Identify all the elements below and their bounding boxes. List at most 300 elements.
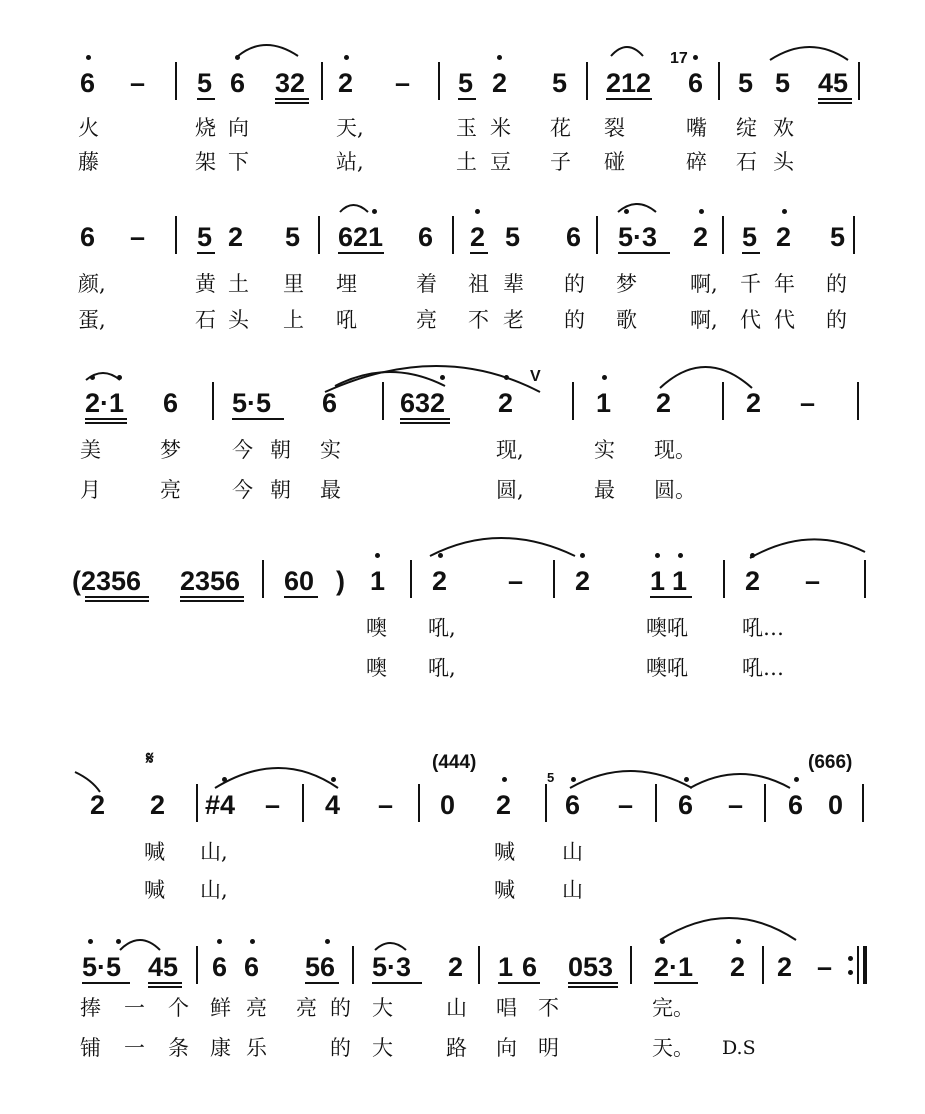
octave-dot xyxy=(375,553,380,558)
lyric: 圆, xyxy=(496,478,524,502)
lyric: 碰 xyxy=(604,150,625,174)
slur xyxy=(215,768,338,788)
underline xyxy=(458,98,476,100)
note: 2356 xyxy=(180,566,241,596)
lyric: 碎 xyxy=(686,150,707,174)
lyric: 埋 xyxy=(336,272,357,296)
note: 2 xyxy=(575,566,591,596)
note: 5 xyxy=(830,222,846,252)
note: 6 xyxy=(230,68,246,98)
note: 5 xyxy=(458,68,474,98)
lyric: 下 xyxy=(228,150,249,174)
lyric: 米 xyxy=(490,116,511,140)
note: 5 xyxy=(738,68,754,98)
note: 2 xyxy=(470,222,486,252)
note: 5 xyxy=(552,68,568,98)
lyric: 蛋, xyxy=(78,308,106,332)
note: 2 xyxy=(90,790,106,820)
lyric: 大 xyxy=(372,996,393,1020)
lyric: 实 xyxy=(594,438,615,462)
underline xyxy=(568,982,618,984)
barline xyxy=(452,216,454,254)
underline xyxy=(470,252,488,254)
lyric: 吼, xyxy=(428,656,456,680)
lyric: 路 xyxy=(446,1036,467,1060)
lyric: 喊 xyxy=(494,840,515,864)
underline xyxy=(85,596,149,598)
underline xyxy=(85,600,149,602)
octave-dot xyxy=(736,939,741,944)
barline xyxy=(864,560,866,598)
grace-note: 17 xyxy=(670,50,688,67)
note: 6 xyxy=(566,222,582,252)
slur xyxy=(690,774,790,788)
underline xyxy=(284,596,318,598)
barline xyxy=(438,62,440,100)
lyric: 土 xyxy=(228,272,249,296)
lyric: 最 xyxy=(320,478,341,502)
lyric: 绽 xyxy=(736,116,757,140)
note: ) xyxy=(336,566,345,596)
note: 6 xyxy=(80,222,96,252)
underline xyxy=(232,418,284,420)
note: 5·5 xyxy=(232,388,272,418)
lyric: 铺 xyxy=(80,1036,101,1060)
lyric: 山 xyxy=(562,878,583,902)
lyric: 的 xyxy=(564,308,585,332)
lyric: 亮 xyxy=(416,308,437,332)
lyric: 老 xyxy=(503,308,524,332)
octave-dot xyxy=(660,939,665,944)
note: 2·1 xyxy=(85,388,125,418)
underline xyxy=(568,986,618,988)
note: 45 xyxy=(148,952,179,982)
note: 2 xyxy=(228,222,244,252)
underline xyxy=(618,252,670,254)
lyric: 吼, xyxy=(428,616,456,640)
underline xyxy=(197,252,215,254)
repeat-dot xyxy=(848,970,853,975)
lyric: 头 xyxy=(773,150,794,174)
octave-dot xyxy=(325,939,330,944)
octave-dot xyxy=(90,375,95,380)
note: – xyxy=(800,388,816,418)
barline xyxy=(862,784,864,822)
note: 45 xyxy=(818,68,849,98)
note: 5·5 xyxy=(82,952,122,982)
underline xyxy=(338,252,384,254)
lyric: 大 xyxy=(372,1036,393,1060)
lyric: 月 xyxy=(80,478,101,502)
lyric: 着 xyxy=(416,272,437,296)
note: 2 xyxy=(776,222,792,252)
slur xyxy=(340,205,368,212)
lyric: 山 xyxy=(446,996,467,1020)
lyric: 康 xyxy=(210,1036,231,1060)
lyric: 辈 xyxy=(503,272,524,296)
lyric: 条 xyxy=(168,1036,189,1060)
note: 6 xyxy=(688,68,704,98)
note: 1 xyxy=(596,388,612,418)
note: (2356 xyxy=(72,566,142,596)
lyric: 的 xyxy=(826,308,847,332)
lyric: 祖 xyxy=(468,272,489,296)
repeat-dot xyxy=(848,956,853,961)
lyric: 嘴 xyxy=(686,116,707,140)
lyric: 喊 xyxy=(494,878,515,902)
octave-dot xyxy=(222,777,227,782)
barline xyxy=(382,382,384,420)
lyric: 土 xyxy=(456,150,477,174)
slur xyxy=(611,47,643,56)
octave-dot xyxy=(504,375,509,380)
lyric: 头 xyxy=(228,308,249,332)
underline xyxy=(148,986,182,988)
lyric: 不 xyxy=(538,996,559,1020)
lyric: 啊, xyxy=(690,272,718,296)
barline xyxy=(723,560,725,598)
slur xyxy=(770,47,848,60)
octave-dot xyxy=(116,939,121,944)
underline xyxy=(85,422,127,424)
octave-dot xyxy=(699,209,704,214)
grace-note: 5 xyxy=(547,770,555,785)
octave-dot xyxy=(344,55,349,60)
note: 5·3 xyxy=(372,952,412,982)
octave-dot xyxy=(655,553,660,558)
lyric: 一 xyxy=(124,1036,145,1060)
slur xyxy=(120,940,160,950)
lyric: 子 xyxy=(550,150,571,174)
note: – xyxy=(805,566,821,596)
underline xyxy=(818,102,852,104)
barline xyxy=(572,382,574,420)
underline xyxy=(400,422,450,424)
lyric: 圆。 xyxy=(654,478,696,502)
underline xyxy=(305,982,339,984)
underline xyxy=(742,252,760,254)
octave-dot xyxy=(440,375,445,380)
note: – xyxy=(728,790,744,820)
lyric: 向 xyxy=(228,116,249,140)
slur xyxy=(75,772,100,792)
lyric: 的 xyxy=(330,996,351,1020)
note: 6 xyxy=(788,790,804,820)
lyric: 吼 xyxy=(336,308,357,332)
lyric: 梦 xyxy=(616,272,637,296)
lyric: 上 xyxy=(283,308,304,332)
lyric: 现, xyxy=(496,438,524,462)
note: 32 xyxy=(275,68,306,98)
barline xyxy=(655,784,657,822)
lyric: 朝 xyxy=(270,438,291,462)
lyric: 的 xyxy=(330,1036,351,1060)
octave-dot xyxy=(693,55,698,60)
note: 5 xyxy=(775,68,791,98)
note: 2 xyxy=(777,952,793,982)
note: 2·1 xyxy=(654,952,694,982)
lyric: 实 xyxy=(320,438,341,462)
barline xyxy=(630,946,632,984)
octave-dot xyxy=(678,553,683,558)
lyric: 不 xyxy=(468,308,489,332)
barline xyxy=(410,560,412,598)
note: 2 xyxy=(693,222,709,252)
octave-dot xyxy=(794,777,799,782)
lyric: 代 xyxy=(740,308,761,332)
barline xyxy=(545,784,547,822)
lyric: 豆 xyxy=(490,150,511,174)
note: 2 xyxy=(448,952,464,982)
lyric: 欢 xyxy=(773,116,794,140)
note: 053 xyxy=(568,952,614,982)
note: 5 xyxy=(197,222,213,252)
note: 6 xyxy=(678,790,694,820)
lyric: 代 xyxy=(774,308,795,332)
lyric: 火 xyxy=(78,116,99,140)
barline xyxy=(586,62,588,100)
barline xyxy=(762,946,764,984)
lyric: 山, xyxy=(200,878,228,902)
barline xyxy=(321,62,323,100)
note: – xyxy=(508,566,524,596)
lyric: 站, xyxy=(336,150,364,174)
note: 6 xyxy=(418,222,434,252)
octave-dot xyxy=(438,553,443,558)
note: #4 xyxy=(205,790,236,820)
lyric: 亮 xyxy=(296,996,317,1020)
lyric: 现。 xyxy=(654,438,696,462)
underline xyxy=(180,600,244,602)
underline xyxy=(275,98,309,100)
lyric: 颜, xyxy=(78,272,106,296)
lyric: 明 xyxy=(538,1036,559,1060)
slur xyxy=(430,538,575,556)
underline xyxy=(372,982,422,984)
note: 632 xyxy=(400,388,446,418)
octave-dot xyxy=(235,55,240,60)
octave-dot xyxy=(750,553,755,558)
note: 6 xyxy=(522,952,538,982)
note: 2 xyxy=(492,68,508,98)
barline xyxy=(853,216,855,254)
octave-dot xyxy=(86,55,91,60)
lyric: 一 xyxy=(124,996,145,1020)
note: 2 xyxy=(338,68,354,98)
lyric: 啊, xyxy=(690,308,718,332)
lyric: 千 xyxy=(740,272,761,296)
octave-dot xyxy=(250,939,255,944)
lyric: 玉 xyxy=(456,116,477,140)
ds-marking: D.S xyxy=(722,1037,756,1059)
note: 6 xyxy=(163,388,179,418)
note: 5 xyxy=(742,222,758,252)
barline xyxy=(418,784,420,822)
octave-dot xyxy=(88,939,93,944)
octave-dot xyxy=(782,209,787,214)
underline xyxy=(654,982,698,984)
lyric: 山, xyxy=(200,840,228,864)
note: 6 xyxy=(244,952,260,982)
barline xyxy=(262,560,264,598)
octave-dot xyxy=(372,209,377,214)
lyric: 天。 xyxy=(652,1036,694,1060)
octave-dot xyxy=(571,777,576,782)
note: 56 xyxy=(305,952,336,982)
barline xyxy=(175,216,177,254)
note: 1 xyxy=(672,566,688,596)
note: 6 xyxy=(565,790,581,820)
lyric: 今 xyxy=(232,438,253,462)
lyric: 裂 xyxy=(604,116,625,140)
underline xyxy=(82,982,130,984)
note: 5 xyxy=(197,68,213,98)
note: 2 xyxy=(496,790,512,820)
note: 2 xyxy=(656,388,672,418)
barline xyxy=(196,946,198,984)
barline xyxy=(212,382,214,420)
note: 2 xyxy=(730,952,746,982)
underline xyxy=(275,102,309,104)
lyric: 噢 xyxy=(366,616,387,640)
underline xyxy=(197,98,215,100)
note: 621 xyxy=(338,222,384,252)
lyric: 天, xyxy=(336,116,364,140)
slur xyxy=(660,918,796,940)
lyric: 美 xyxy=(80,438,101,462)
lyric: 歌 xyxy=(616,308,637,332)
lyric: 捧 xyxy=(80,996,101,1020)
underline xyxy=(85,418,127,420)
barline xyxy=(553,560,555,598)
octave-dot xyxy=(217,939,222,944)
octave-group-label: (444) xyxy=(432,752,477,773)
lyric: 亮 xyxy=(160,478,181,502)
barline xyxy=(722,382,724,420)
barline xyxy=(764,784,766,822)
lyric: 噢 xyxy=(366,656,387,680)
note: 60 xyxy=(284,566,315,596)
lyric: 黄 xyxy=(195,272,216,296)
lyric: 山 xyxy=(562,840,583,864)
barline xyxy=(722,216,724,254)
octave-dot xyxy=(497,55,502,60)
note: 2 xyxy=(150,790,166,820)
underline xyxy=(498,982,540,984)
lyric: 喊 xyxy=(144,840,165,864)
slur xyxy=(570,771,692,788)
underline xyxy=(180,596,244,598)
lyric: 里 xyxy=(283,272,304,296)
octave-dot xyxy=(602,375,607,380)
lyric: 吼… xyxy=(742,616,784,640)
note: 2 xyxy=(746,388,762,418)
slur xyxy=(335,372,445,386)
lyric: 噢吼 xyxy=(646,656,688,680)
note: 0 xyxy=(828,790,844,820)
note: – xyxy=(265,790,281,820)
lyric: 向 xyxy=(496,1036,517,1060)
note: – xyxy=(817,952,833,982)
slur xyxy=(375,943,406,950)
lyric: 梦 xyxy=(160,438,181,462)
octave-dot xyxy=(475,209,480,214)
barline xyxy=(718,62,720,100)
lyric: 最 xyxy=(594,478,615,502)
octave-dot xyxy=(502,777,507,782)
lyric: 个 xyxy=(168,996,189,1020)
underline xyxy=(148,982,182,984)
underline xyxy=(818,98,852,100)
note: 1 xyxy=(370,566,386,596)
lyric: 朝 xyxy=(270,478,291,502)
underline xyxy=(400,418,450,420)
slur xyxy=(238,45,298,56)
barline xyxy=(352,946,354,984)
note: – xyxy=(618,790,634,820)
segno-icon: 𝄋 xyxy=(146,748,154,768)
note: – xyxy=(130,68,146,98)
note: 4 xyxy=(325,790,341,820)
lyric: 噢吼 xyxy=(646,616,688,640)
octave-group-label: (666) xyxy=(808,752,853,773)
note: – xyxy=(378,790,394,820)
note: – xyxy=(130,222,146,252)
note: 2 xyxy=(498,388,514,418)
lyric: 完。 xyxy=(652,996,694,1020)
note: 2 xyxy=(745,566,761,596)
lyric: 架 xyxy=(195,150,216,174)
barline xyxy=(858,62,860,100)
lyric: 喊 xyxy=(144,878,165,902)
lyric: 的 xyxy=(826,272,847,296)
lyric: 藤 xyxy=(78,150,99,174)
note: 0 xyxy=(440,790,456,820)
lyric: 烧 xyxy=(195,116,216,140)
lyric: 花 xyxy=(550,116,571,140)
note: 212 xyxy=(606,68,652,98)
barline xyxy=(302,784,304,822)
barline xyxy=(196,784,198,822)
slur xyxy=(750,539,865,558)
octave-dot xyxy=(331,777,336,782)
barline xyxy=(857,382,859,420)
octave-dot xyxy=(117,375,122,380)
slur xyxy=(660,367,752,388)
octave-dot xyxy=(580,553,585,558)
note: 6 xyxy=(212,952,228,982)
lyric: 石 xyxy=(736,150,757,174)
lyric: 唱 xyxy=(496,996,517,1020)
underline xyxy=(650,596,692,598)
note: 1 xyxy=(498,952,514,982)
note: 6 xyxy=(80,68,96,98)
repeat-barline xyxy=(857,946,859,984)
lyric: 乐 xyxy=(246,1036,267,1060)
barline xyxy=(478,946,480,984)
lyric: 的 xyxy=(564,272,585,296)
breath-mark: V xyxy=(530,368,541,385)
barline xyxy=(596,216,598,254)
lyric: 亮 xyxy=(246,996,267,1020)
repeat-barline xyxy=(863,946,867,984)
barline xyxy=(318,216,320,254)
note: 2 xyxy=(432,566,448,596)
lyric: 年 xyxy=(774,272,795,296)
octave-dot xyxy=(624,209,629,214)
barline xyxy=(175,62,177,100)
note: 1 xyxy=(650,566,666,596)
